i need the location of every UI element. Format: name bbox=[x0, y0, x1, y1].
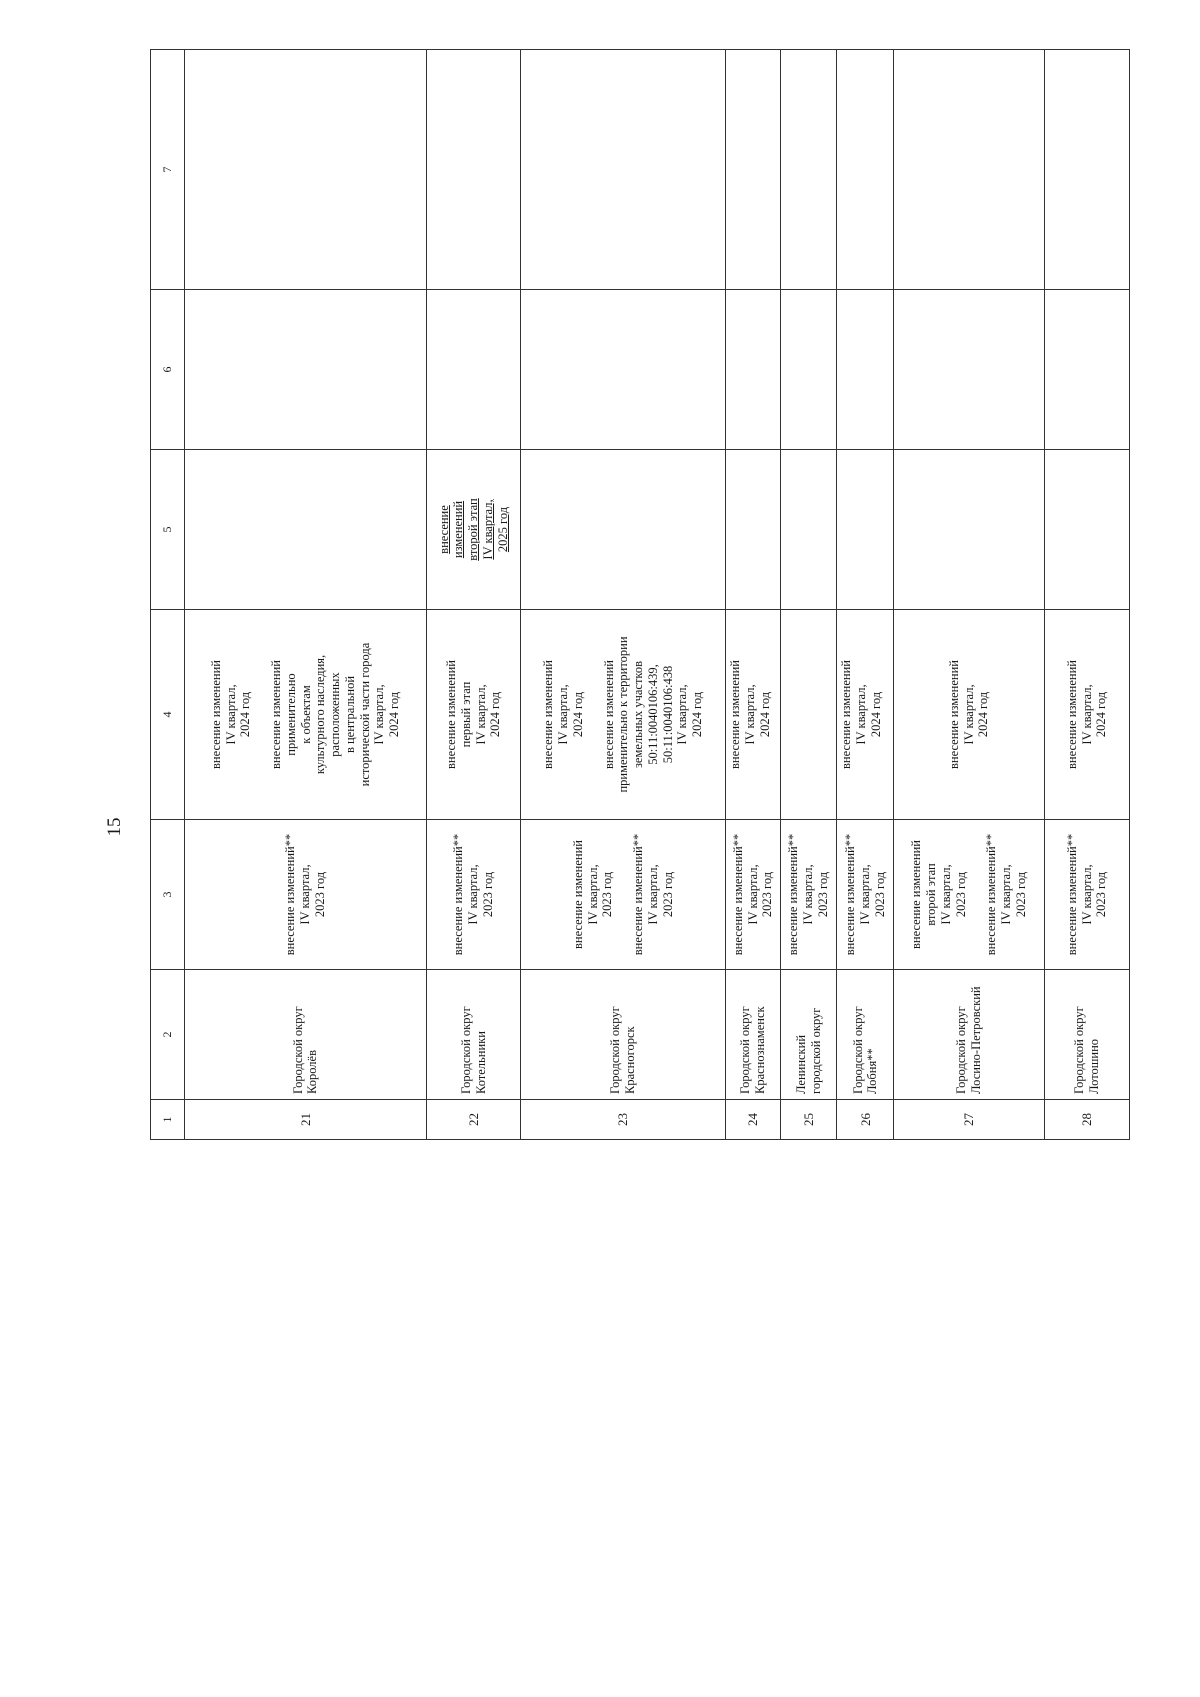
column-6-cell bbox=[427, 290, 521, 450]
column-3-cell bbox=[894, 820, 1045, 970]
column-6-cell bbox=[726, 290, 781, 450]
row-number: 25 bbox=[780, 1100, 837, 1140]
column-7-cell bbox=[726, 50, 781, 290]
column-5-cell bbox=[837, 450, 894, 610]
column-7-cell bbox=[1044, 50, 1129, 290]
row-number: 22 bbox=[427, 1100, 521, 1140]
column-4-cell bbox=[894, 610, 1045, 820]
column-7-cell bbox=[184, 50, 426, 290]
municipality-name: Городской округ Королёв bbox=[290, 1006, 320, 1094]
cell-text: внесение изменений первый этап IV квартал, 2024 год bbox=[444, 660, 503, 769]
municipality-cell bbox=[894, 970, 1045, 1100]
column-3-cell bbox=[1044, 820, 1129, 970]
table-row bbox=[837, 50, 894, 1140]
cell-text: внесение изменений** IV квартал, 2023 год bbox=[843, 833, 887, 956]
column-7-cell bbox=[837, 50, 894, 290]
cell-text: внесение изменений** IV квартал, 2023 год bbox=[631, 833, 675, 956]
column-number: 3 bbox=[151, 820, 185, 970]
column-3-cell bbox=[726, 820, 781, 970]
column-number: 5 bbox=[151, 450, 185, 610]
column-number: 2 bbox=[151, 970, 185, 1100]
column-5-cell bbox=[894, 450, 1045, 610]
column-3-cell bbox=[184, 820, 426, 970]
column-6-cell bbox=[894, 290, 1045, 450]
municipality-name: Городской округ Лобня** bbox=[850, 1006, 880, 1094]
cell-text: внесение изменений** IV квартал, 2023 год bbox=[730, 833, 775, 956]
column-number: 7 bbox=[151, 50, 185, 290]
cell-text: внесение изменений IV квартал, 2023 год bbox=[570, 840, 615, 949]
municipality-cell bbox=[184, 970, 426, 1100]
cell-text: внесение изменений применительно к территории земельных участков 50:11:0040106:439, 50:11:0040106:438 IV квартал, 2024 год bbox=[601, 636, 705, 793]
column-7-cell bbox=[520, 50, 725, 290]
cell-text: внесение изменений IV квартал, 2024 год bbox=[946, 660, 991, 769]
cell-text: внесение изменений** IV квартал, 2023 год bbox=[1064, 833, 1109, 956]
column-3-cell bbox=[520, 820, 725, 970]
table-row bbox=[780, 50, 837, 1140]
cell-text: внесение изменений** IV квартал, 2023 год bbox=[283, 833, 327, 956]
cell-text: внесение изменений IV квартал, 2024 год bbox=[1064, 660, 1109, 769]
row-number: 24 bbox=[726, 1100, 781, 1140]
municipality-cell bbox=[726, 970, 781, 1100]
table-row bbox=[184, 50, 426, 1140]
table-row bbox=[894, 50, 1045, 1140]
rotated-table-wrapper bbox=[150, 50, 1130, 1140]
column-4-cell bbox=[780, 610, 837, 820]
cell-text: внесение изменений IV квартал, 2024 год bbox=[541, 660, 585, 769]
column-6-cell bbox=[520, 290, 725, 450]
cell-text: внесение изменений второй этап IV квартал, 2025 год bbox=[436, 498, 510, 561]
column-number: 6 bbox=[151, 290, 185, 450]
column-4-cell bbox=[726, 610, 781, 820]
row-number: 26 bbox=[837, 1100, 894, 1140]
column-3-cell bbox=[427, 820, 521, 970]
cell-text: внесение изменений** IV квартал, 2023 год bbox=[984, 833, 1028, 956]
plan-table bbox=[150, 49, 1130, 1140]
row-number: 27 bbox=[894, 1100, 1045, 1140]
column-6-cell bbox=[780, 290, 837, 450]
municipality-name: Ленинский городской округ bbox=[793, 1007, 823, 1094]
column-7-cell bbox=[894, 50, 1045, 290]
column-3-cell bbox=[780, 820, 837, 970]
column-5-cell bbox=[1044, 450, 1129, 610]
row-number: 23 bbox=[520, 1100, 725, 1140]
column-3-cell bbox=[837, 820, 894, 970]
table-row bbox=[1044, 50, 1129, 1140]
municipality-name: Городской округ Красногорск bbox=[608, 1006, 638, 1094]
table-row bbox=[427, 50, 521, 1140]
municipality-name: Городской округ Краснознаменск bbox=[738, 1006, 767, 1094]
cell-text: внесение изменений** IV квартал, 2023 год bbox=[786, 833, 830, 956]
municipality-cell bbox=[837, 970, 894, 1100]
column-4-cell bbox=[837, 610, 894, 820]
column-4-cell bbox=[1044, 610, 1129, 820]
column-4-cell bbox=[427, 610, 521, 820]
column-number: 4 bbox=[151, 610, 185, 820]
table-row bbox=[520, 50, 725, 1140]
column-7-cell bbox=[427, 50, 521, 290]
municipality-name: Городской округ Лосино-Петровский bbox=[954, 986, 983, 1094]
column-6-cell bbox=[837, 290, 894, 450]
column-number: 1 bbox=[151, 1100, 185, 1140]
table-row bbox=[726, 50, 781, 1140]
cell-text: внесение изменений IV квартал, 2024 год bbox=[208, 660, 253, 769]
row-number: 28 bbox=[1044, 1100, 1129, 1140]
municipality-cell bbox=[520, 970, 725, 1100]
column-6-cell bbox=[1044, 290, 1129, 450]
page-number: 15 bbox=[104, 817, 125, 837]
municipality-cell bbox=[780, 970, 837, 1100]
municipality-cell bbox=[427, 970, 521, 1100]
column-number-row bbox=[151, 50, 185, 1140]
column-4-cell bbox=[184, 610, 426, 820]
cell-text: внесение изменений применительно к объектам культурного наследия, расположенных в центральной исторической части города IV квартал, 2024 год bbox=[269, 642, 402, 787]
column-6-cell bbox=[184, 290, 426, 450]
cell-text: внесение изменений второй этап IV квартал, 2023 год bbox=[909, 840, 968, 949]
cell-text: внесение изменений** IV квартал, 2023 год bbox=[451, 833, 495, 956]
municipality-name: Городской округ Котельники bbox=[458, 1006, 488, 1094]
municipality-name: Городской округ Лотошино bbox=[1072, 1006, 1101, 1094]
column-5-cell bbox=[427, 450, 521, 610]
column-5-cell bbox=[184, 450, 426, 610]
row-number: 21 bbox=[184, 1100, 426, 1140]
column-4-cell bbox=[520, 610, 725, 820]
column-5-cell bbox=[726, 450, 781, 610]
column-5-cell bbox=[520, 450, 725, 610]
column-5-cell bbox=[780, 450, 837, 610]
municipality-cell bbox=[1044, 970, 1129, 1100]
column-7-cell bbox=[780, 50, 837, 290]
cell-text: внесение изменений IV квартал, 2024 год bbox=[839, 660, 883, 769]
cell-text: внесение изменений IV квартал, 2024 год bbox=[728, 660, 772, 769]
